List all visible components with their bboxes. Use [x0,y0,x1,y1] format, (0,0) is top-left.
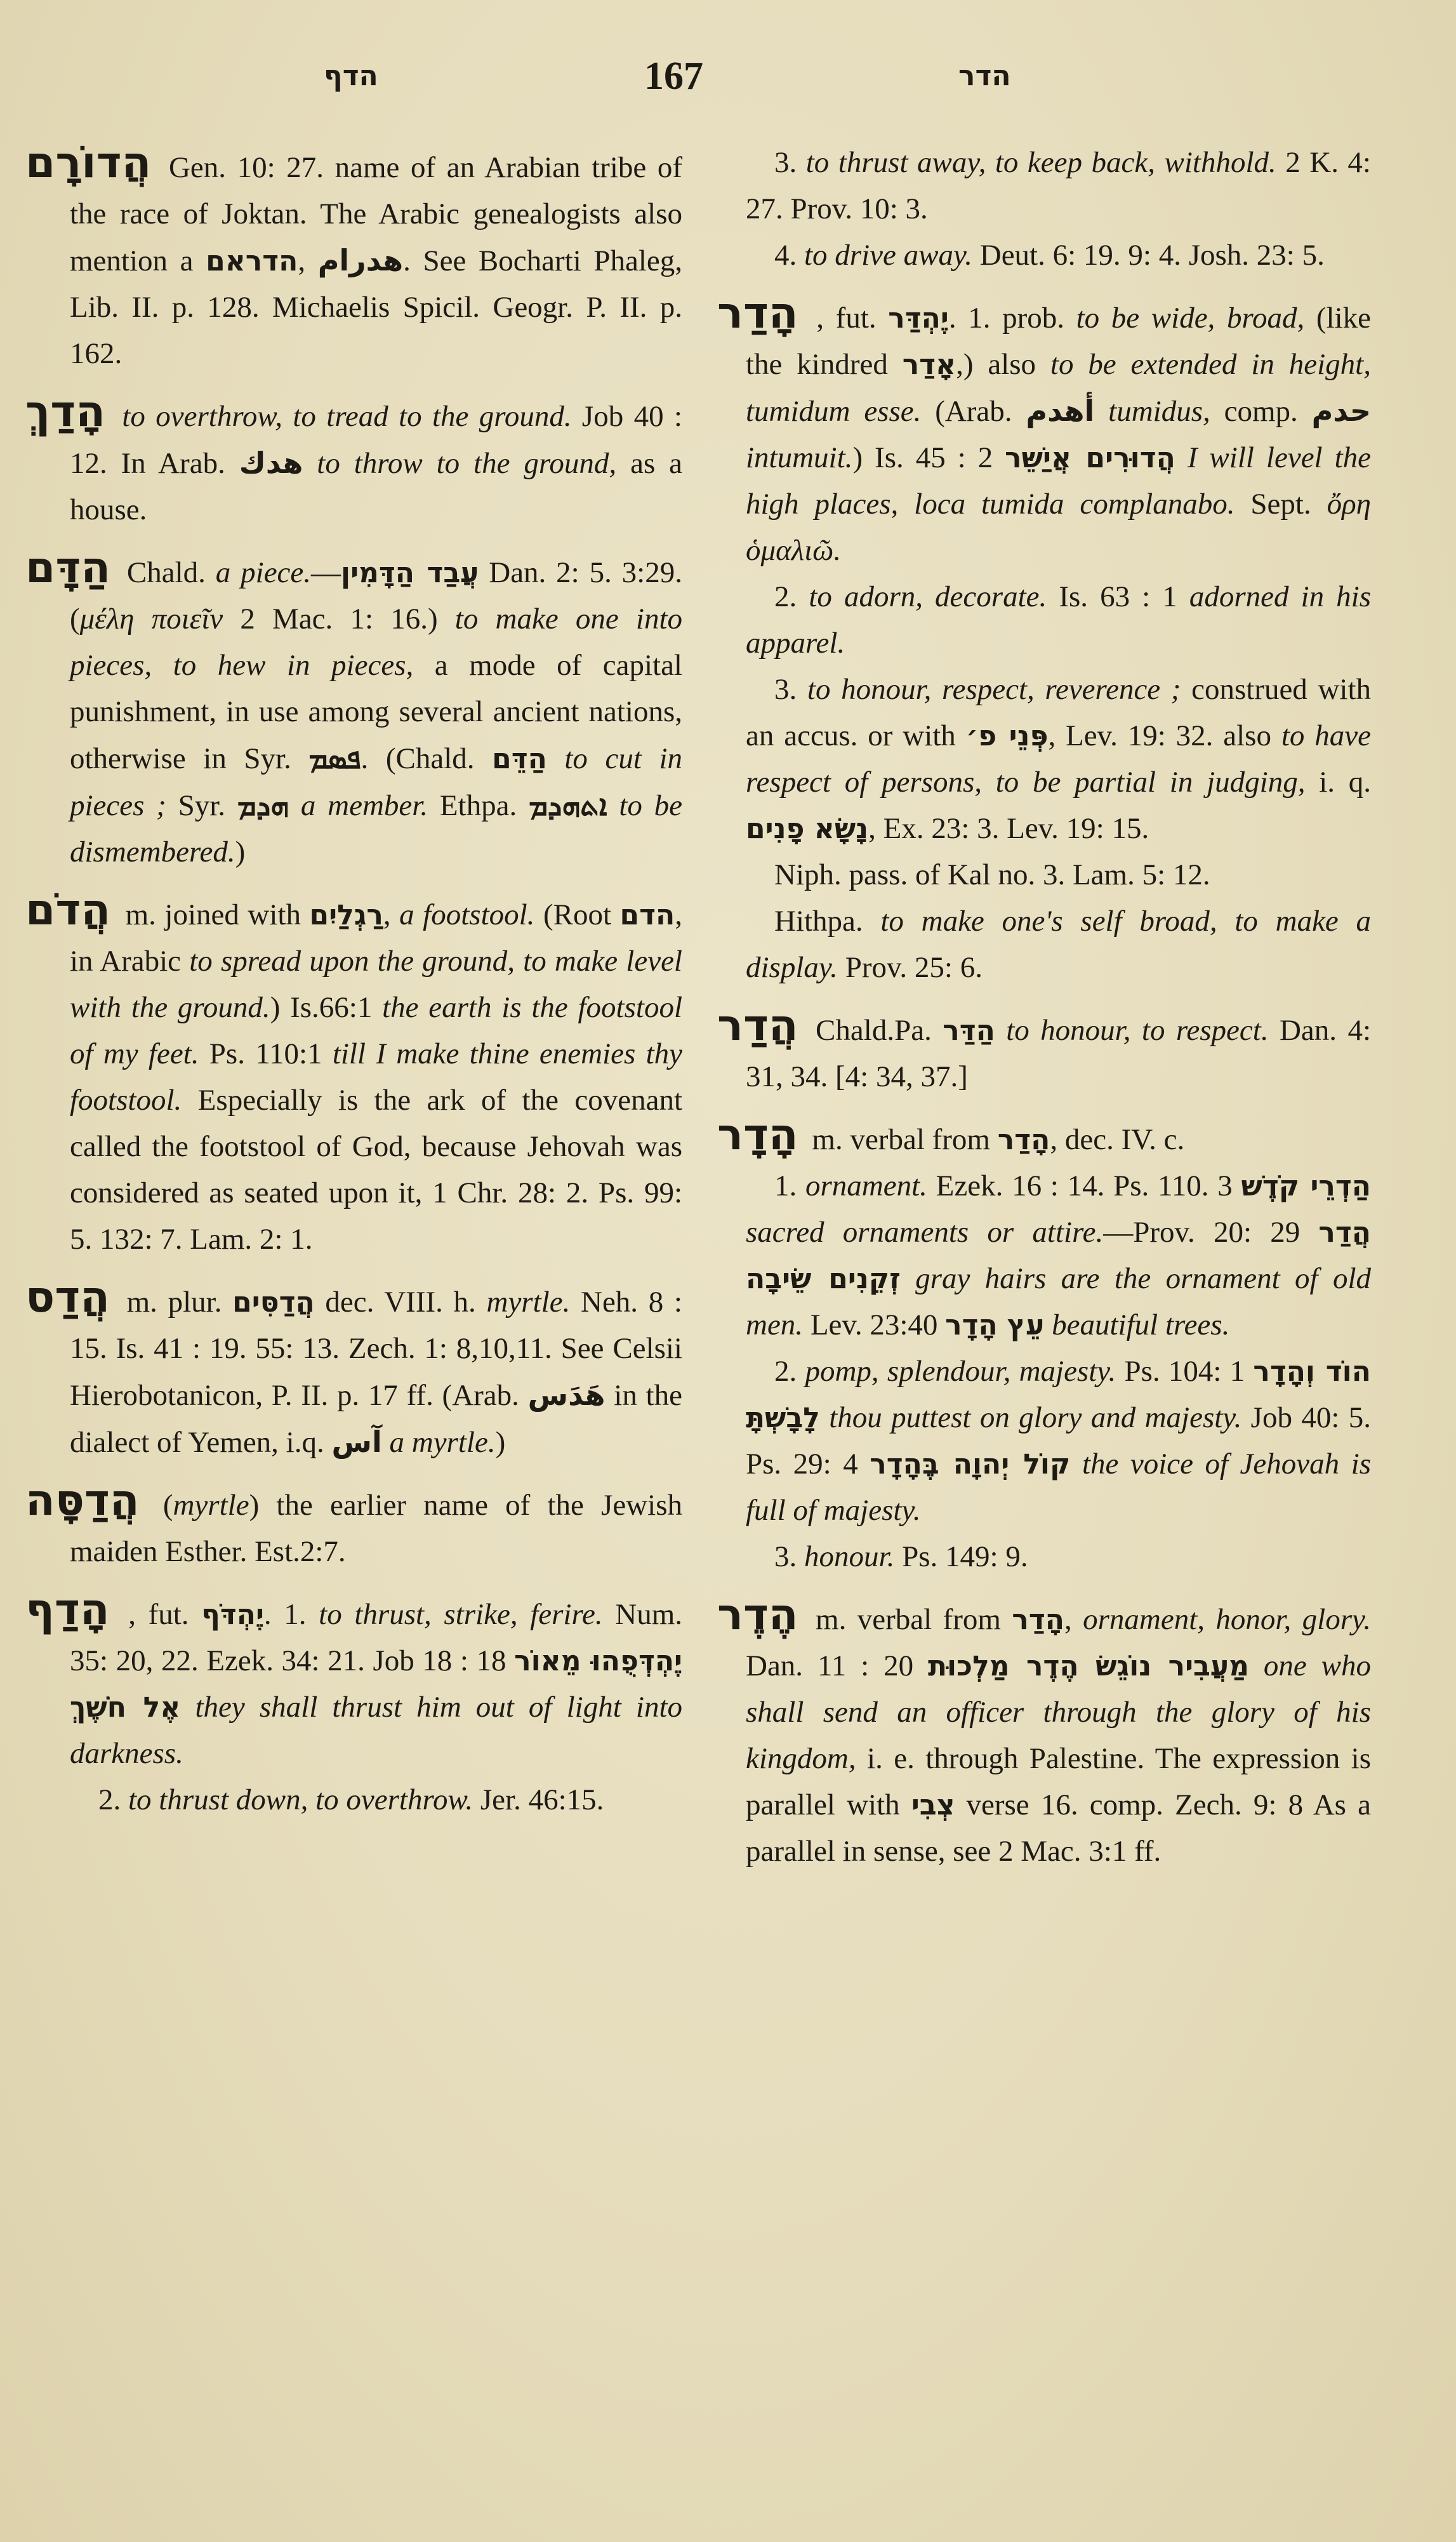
running-head [0,51,1456,102]
gloss: to thrust down, to overthrow. [128,1783,473,1816]
reference: Job 40 : 12. In Arab. [70,400,682,480]
hebrew-phrase: עֲבַד הַדָּמִין [341,557,479,589]
hebrew-phrase: יֶהְדְּפֻהוּ מֵאוֹר אֶל חֹשֶׁךְ [70,1645,683,1724]
reference: Jer. 46:15. [480,1783,604,1816]
sense-2 [717,574,1371,667]
gloss: they shall thrust him out of light into darkness. [70,1691,682,1770]
niphal-note [717,852,1371,898]
punct: ) [235,835,246,868]
gloss: to honour, respect, reverence ; [807,673,1181,706]
sense-number: 2. [774,1355,805,1388]
space [1249,1649,1264,1682]
gloss: to be extended in height, tumidum esse. [746,348,1371,428]
gloss: honour. [804,1540,895,1573]
gloss: throw to the ground, [354,447,617,480]
space [1044,1308,1052,1341]
gloss: adorned in his apparel. [746,580,1372,660]
gloss: sacred ornaments or attire. [746,1216,1104,1249]
gloss: to spread upon the ground, to make level with the ground. [70,945,682,1024]
sense-3 [717,1534,1371,1580]
gloss: to be wide, broad, [1076,302,1305,335]
right-column [717,140,1371,1875]
headword: הֶדֶר [717,1590,798,1640]
space [1175,441,1188,474]
definition-text: . 1. prob. [948,302,1076,335]
headword: הֲדוֹרָם [25,138,152,188]
definition-text: (Root [534,898,620,931]
definition-text: Ethpa. [428,789,529,822]
hebrew-word: אָדַר [902,349,956,381]
entry-hadar-noun [717,1112,1371,1163]
reference: Ps. 149: 9. [894,1540,1028,1573]
gloss: a piece. [215,556,312,589]
gloss: the earth is the footstool of my feet. [70,991,683,1070]
definition-text: m. joined with [125,898,310,931]
reference: , Lev. 19: 32. also [1048,719,1281,752]
definition-text: a mode of capital punishment, in use among several ancient nations, otherwise in Syr. [70,649,682,775]
gloss: till I make thine enemies thy footstool. [70,1037,682,1117]
definition-text: . (Chald. [361,742,493,775]
hebrew-phrase: קוֹל יְהוָה בֶּהָדָר [870,1448,1071,1481]
gloss: to thrust away, to keep back, withhold. [805,146,1276,179]
gloss: pomp, splendour, majesty. [805,1355,1116,1388]
hebrew-phrase: נָשָׂא פָנִים [746,813,869,845]
hebrew-phrase: מַעֲבִיר נוֹגֵשׂ הֶדֶר מַלְכוּת [928,1650,1249,1682]
hebrew-word: הָדַר [1012,1604,1064,1636]
gloss: ornament. [805,1169,927,1202]
entry-hadom [25,887,682,1263]
headword: הֲדֹם [25,885,111,935]
headword: הֲדַסָּה [25,1475,140,1526]
sense-3 [717,140,1371,232]
hebrew-word: הדראם [206,245,298,277]
reference: Deut. 6: 19. 9: 4. Josh. 23: 5. [972,239,1325,272]
entry-haddam [25,545,682,875]
reference: Ps. 110:1 [199,1037,333,1070]
definition-text: m. verbal from [812,1123,998,1156]
sense-number: 1. [774,1169,805,1202]
gloss: to adorn, decorate. [809,580,1047,613]
declension: , dec. IV. c. [1050,1123,1185,1156]
running-head-right-word: הדר [958,60,1011,92]
hebrew-word: הַדֵּם [492,743,547,775]
entry-hadassah [25,1477,682,1575]
gloss: thou puttest on glory and majesty. [829,1401,1242,1434]
definition-text: , in Arabic [70,898,683,978]
entry-hadakh [25,389,682,533]
dash: — [311,556,341,589]
hebrew-phrase: הוֹד וְהָדָר לָבָשְׁתָּ [746,1355,1371,1434]
definition-text: dec. VIII. h. [314,1286,487,1319]
definition-text: comp. [1210,395,1312,428]
space [1094,395,1108,428]
entry-heder [717,1592,1371,1875]
gloss: a footstool. [399,898,535,931]
gloss: I will level the high places, loca tumida complanabo. [746,441,1372,521]
definition-text: Niph. pass. of Kal no. 3. Lam. 5: 12. [774,858,1210,891]
reference: , Ex. 23: 3. Lev. 19: 15. [868,812,1149,845]
definition-text: (like the kindred [746,302,1372,381]
sense-number: 2. [98,1783,121,1816]
hebrew-phrase: עֵץ הָדָר [945,1309,1045,1341]
sense-number: 3. [774,673,807,706]
sense-3 [717,667,1371,852]
hebrew-word: הֲדַסִּים [232,1286,315,1319]
headword: הָדַךְ [25,387,105,437]
label: Hithpa. [774,905,881,938]
gloss: to make one's self broad, to make a display. [746,905,1371,984]
greek-phrase: μέλη ποιεῖν [79,602,223,636]
definition-text: in the dialect of Yemen, i.q. [70,1379,682,1459]
gloss: intumuit. [746,441,853,474]
label: Chald. [126,556,216,589]
headword: הָדָר [717,1110,798,1160]
sense-2 [717,1348,1371,1534]
gloss: gray hairs are the ornament of old men. [746,1262,1371,1341]
gloss: to drive away. [804,239,972,272]
headword: הָדַר [717,288,798,338]
page-number: 167 [644,55,703,98]
gloss: myrtle [173,1489,249,1522]
gloss: a member. [300,789,428,822]
sense-number: 2. [774,580,809,613]
definition-text: i. q. [1305,766,1371,799]
sense-number: 3. [774,1540,804,1573]
arabic-word: حدم [1311,394,1372,428]
hebrew-word: הָדַר [997,1124,1050,1156]
syriac-word: ܗܕܡ [237,788,289,822]
headword: הָדַף [25,1585,110,1635]
sense-number: 4. [774,239,797,272]
definition-text: verse 16. comp. Zech. 9: 8 As a parallel in sense, see 2 Mac. 3:1 ff. [746,1788,1371,1868]
reference: Prov. 25: 6. [837,951,983,984]
headword: הֲדַר [717,1001,798,1051]
gloss: to thrust, strike, ferire. [319,1598,603,1631]
hebrew-word: רַגְלַיִם [309,899,383,931]
gloss: one who shall send an officer through the glory of his kingdom, [746,1649,1372,1775]
entry-hadas [25,1274,682,1466]
hebrew-word: הדם [619,899,675,931]
gloss: to honour, to respect. [1006,1014,1269,1047]
punct: , [383,898,400,931]
hebrew-word: פְּנֵי פ׳ [965,720,1049,752]
arabic-word: آس [331,1425,382,1459]
gloss: to be dismembered. [70,789,683,868]
definition-text: Gen. 10: 27. name of an Arabian tribe of the race of Joktan. The Arabic genealogists also mention a [70,151,682,277]
gloss: to [303,447,354,480]
gloss: the voice of Jehovah is full of majesty. [746,1447,1371,1527]
reference: Dan. 11 : 20 [746,1649,928,1682]
reference: —Prov. 20: 29 [1103,1216,1319,1249]
reference: Num. 35: 20, 22. Ezek. 34: 21. Job 18 : 18 [70,1598,683,1677]
definition-text: Sept. [1234,488,1327,521]
definition-text: i. e. through Palestine. The expression is parallel with [746,1742,1371,1821]
hebrew-word: צְבִי [911,1789,955,1821]
hebrew-word: יֶהְדַּר [888,302,949,335]
reference: Dan. 4: 31, 34. [4: 34, 37.] [746,1014,1371,1093]
definition-text: (Arab. [921,395,1026,428]
hebrew-phrase: הַדְרֵי קֹדֶשׁ [1241,1170,1371,1202]
definition-text: m. verbal from [816,1603,1012,1636]
sense-1 [717,1163,1371,1348]
reference: Dan. 2: 5. 3:29. ( [70,556,682,636]
space [547,742,565,775]
hebrew-phrase: הֲדַר זְקֵנִים שֵׂיבָה [746,1216,1372,1295]
sense-2 [25,1777,682,1823]
gloss: myrtle. [486,1286,571,1319]
entry-hadar-verb [717,290,1371,574]
syriac-word: ܐܬܗܕܡ [528,788,607,822]
gloss: to cut in pieces ; [70,742,683,822]
gloss: beautiful trees. [1052,1308,1230,1341]
definition-text: as a house. [70,447,683,526]
gloss: tumidus, [1108,395,1210,428]
definition-text: . See Bocharti Phaleg, Lib. II. p. 128. Michaelis Spicil. Geogr. P. II. p. 162. [70,244,683,370]
reference: Job 40: 5. Ps. 29: 4 [746,1401,1371,1481]
definition-text: construed with an accus. or with [746,673,1372,752]
definition-text: Especially is the ark of the covenant called the footstool of God, because Jehovah was considered as seated upon it, 1 Chr. 28: 2. Ps. 99: 5. 132: 7. Lam. 2: 1. [70,1084,682,1256]
label: Chald.Pa. [816,1014,943,1047]
reference: 2 K. 4: 27. Prov. 10: 3. [746,146,1371,225]
entry-hadaf [25,1587,682,1777]
gloss: to have respect of persons, to be partial in judging, [746,719,1371,799]
hithpael-note [717,898,1371,991]
definition-text: , fut. [816,302,889,335]
punct: , [1064,1603,1083,1636]
space [995,1014,1006,1047]
space [607,789,619,822]
reference: Is. 63 : 1 [1047,580,1189,613]
punct: ) [495,1426,506,1459]
reference: ) Is.66:1 [270,991,383,1024]
arabic-word: هَدَس [527,1378,606,1412]
reference: Ezek. 16 : 14. Ps. 110. 3 [927,1169,1241,1202]
space [820,1401,829,1434]
definition-text: Syr. [166,789,237,822]
arabic-word: هدرام [317,243,404,277]
entry-hadar-chald [717,1002,1371,1100]
greek-phrase: ὄρη ὁμαλιῶ. [746,488,1372,567]
entry-hadoram [25,140,682,377]
space [1070,1447,1082,1481]
gloss: to make one into pieces, to hew in pieces, [70,602,683,682]
punct: ( [162,1489,173,1522]
gloss: to overthrow, to tread to the ground. [122,400,572,433]
hebrew-word: הַדַּר [943,1015,995,1047]
headword: הֲדַס [25,1272,110,1322]
definition-text: ) the earlier name of the Jewish maiden Esther. Est.2:7. [70,1489,682,1568]
arabic-word: أهدم [1026,394,1095,428]
reference: ) Is. 45 : 2 [852,441,1005,474]
space [289,789,301,822]
reference: 2 Mac. 1: 16.) [223,602,455,636]
space [901,1262,915,1295]
space [382,1426,390,1459]
gloss: ornament, honor, glory. [1083,1603,1372,1636]
syriac-word: ܦܣܡ [308,741,361,775]
space [180,1691,195,1724]
sense-number: 3. [774,146,797,179]
reference: Ps. 104: 1 [1116,1355,1254,1388]
gloss: a myrtle. [389,1426,496,1459]
sense-4 [717,232,1371,279]
hebrew-phrase: הֲדוּרִים אֲיַשֵּׁר [1005,442,1175,474]
reference: Lev. 23:40 [803,1308,946,1341]
hebrew-word: יֶהְדֹּף [201,1599,264,1631]
left-column [25,140,682,1823]
running-head-left-word: הדף [324,60,378,92]
definition-text: ,) also [956,348,1050,381]
punct: , [298,244,318,277]
reference: Neh. 8 : 15. Is. 41 : 19. 55: 13. Zech. 1: 8,10,11. See Celsii Hierobotanicon, P. II. p. 17 ff. (Arab. [70,1286,682,1412]
headword: הַדָּם [25,543,111,593]
definition-text: m. plur. [126,1286,233,1319]
arabic-word: هدك [239,446,303,480]
sense-number: . 1. [263,1598,319,1631]
definition-text: , fut. [128,1598,202,1631]
